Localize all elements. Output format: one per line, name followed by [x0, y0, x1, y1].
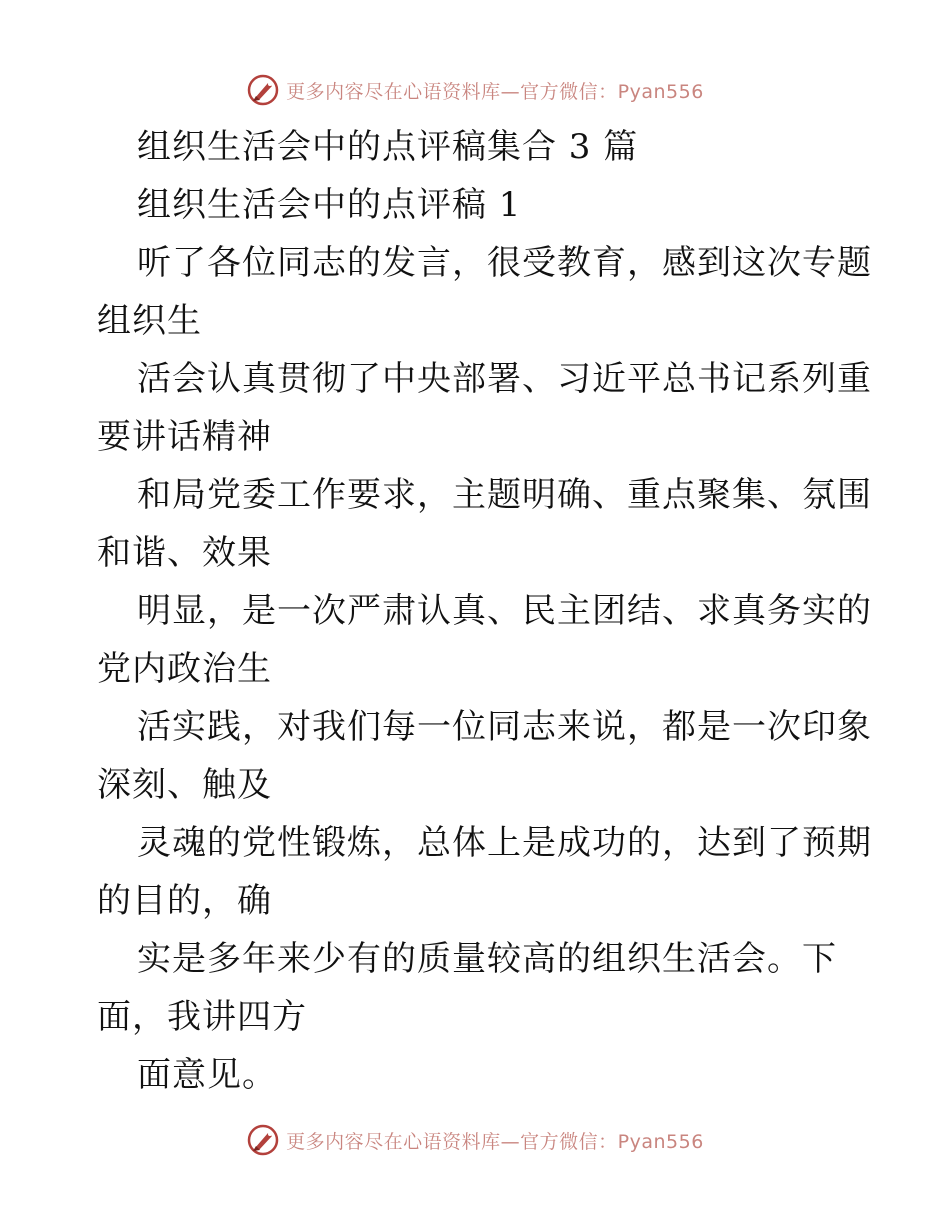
text-line: 的目的，确	[97, 881, 272, 921]
text-line: 组织生活会中的点评稿 1	[137, 185, 522, 225]
text-line: 党内政治生	[97, 649, 272, 689]
text-line: 活实践，对我们每一位同志来说，都是一次印象	[137, 707, 872, 747]
text-line: 和谐、效果	[97, 533, 272, 573]
text-line: 组织生活会中的点评稿集合 3 篇	[137, 127, 639, 167]
footer-watermark-banner	[0, 1120, 950, 1160]
text-line: 和局党委工作要求，主题明确、重点聚集、氛围	[137, 475, 872, 515]
text-line: 实是多年来少有的质量较高的组织生活会。下	[137, 939, 837, 979]
text-line: 灵魂的党性锻炼，总体上是成功的，达到了预期	[137, 823, 872, 863]
text-line: 明显，是一次严肃认真、民主团结、求真务实的	[137, 591, 872, 631]
text-line: 面，我讲四方	[97, 997, 307, 1037]
text-line: 听了各位同志的发言，很受教育，感到这次专题	[137, 243, 872, 283]
watermark-text: 更多内容尽在心语资料库—官方微信：Pyan556	[286, 80, 704, 103]
watermark-text: 更多内容尽在心语资料库—官方微信：Pyan556	[286, 1130, 704, 1153]
quill-pen-logo-icon	[246, 73, 280, 107]
quill-pen-logo-icon	[246, 1123, 280, 1157]
text-line: 深刻、触及	[97, 765, 272, 805]
document-body	[97, 118, 872, 1104]
text-line: 活会认真贯彻了中央部署、习近平总书记系列重	[137, 359, 872, 399]
text-line: 要讲话精神	[97, 417, 272, 457]
header-watermark-banner	[0, 70, 950, 110]
text-line: 面意见。	[137, 1055, 277, 1095]
text-line: 组织生	[97, 301, 202, 341]
